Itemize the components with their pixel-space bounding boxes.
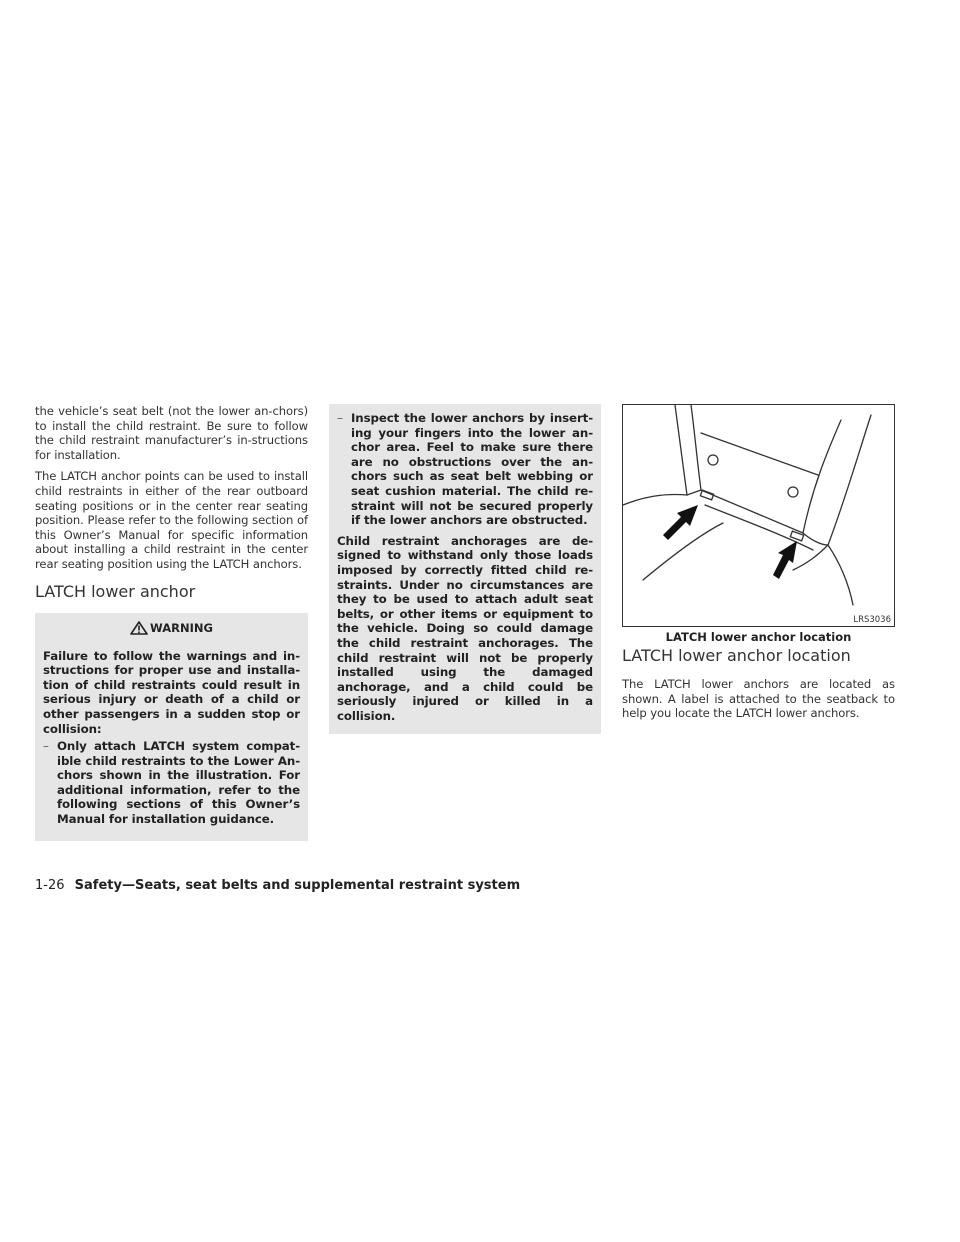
warning-box bbox=[35, 613, 308, 841]
warning-box-continued bbox=[329, 404, 601, 734]
warning-label: WARNING bbox=[150, 620, 213, 635]
bullet-text: Only attach LATCH system compat-ible child restraints to the Lower An-chors shown in the illustration. For additional information, refer to the following sections of this Owner’s Manual for installation guidance. bbox=[57, 739, 300, 827]
column-right bbox=[622, 404, 895, 728]
warning-header bbox=[43, 621, 300, 635]
chapter-title: Safety—Seats, seat belts and supplemental restraint system bbox=[74, 878, 521, 893]
figure-caption: LATCH lower anchor location bbox=[665, 630, 852, 644]
figure-code: LRS3036 bbox=[853, 615, 891, 625]
intro-paragraph: the vehicle’s seat belt (not the lower an-chors) to install the child restraint. Be sure to follow the child restraint manufacturer’s in-structions for installation. bbox=[35, 404, 308, 462]
warning-text: Failure to follow the warnings and in-structions for proper use and installa-tion of child restraints could result in serious injury or death of a child or other passengers in a sudden stop or collision: bbox=[43, 648, 300, 736]
warning-bullet bbox=[337, 411, 593, 528]
column-middle bbox=[329, 404, 601, 734]
section-heading-latch-location: LATCH lower anchor location bbox=[622, 646, 851, 665]
page-footer bbox=[35, 878, 520, 893]
latch-anchor-illustration bbox=[622, 404, 895, 627]
page-number: 1-26 bbox=[35, 878, 65, 893]
seat-anchor-drawing bbox=[623, 405, 894, 626]
location-paragraph: The LATCH lower anchors are located as shown. A label is attached to the seatback to help you locate the LATCH lower anchors. bbox=[622, 677, 895, 721]
bullet-dash: – bbox=[337, 411, 343, 425]
bullet-dash: – bbox=[43, 739, 49, 754]
warning-triangle-icon bbox=[130, 621, 148, 635]
section-heading-latch-lower-anchor: LATCH lower anchor bbox=[35, 581, 196, 601]
bullet-text: Inspect the lower anchors by insert-ing your fingers into the lower an-chor area. Feel to make sure there are no obstructions over the an-chors such as seat belt webbing or seat cushion material. The child re-straint will not be secured properly if the lower anchors are obstructed. bbox=[351, 411, 593, 528]
anchorage-warning-text: Child restraint anchorages are de-signed to withstand only those loads imposed by correctly fitted child re-straints. Under no circumstances are they to be used to attach adult seat belts, or other items or equipment to the vehicle. Doing so could damage the child restraint anchorages. The child restraint will not be properly installed using the damaged anchorage, and a child could be seriously injured or killed in a collision. bbox=[337, 533, 593, 723]
latch-points-paragraph: The LATCH anchor points can be used to install child restraints in either of the rear outboard seating positions or in the center rear seating position. Please refer to the following section of this Owner’s Manual for specific information about installing a child restraint in the center rear seating position using the LATCH anchors. bbox=[35, 469, 308, 571]
warning-bullet bbox=[43, 739, 300, 827]
column-left bbox=[35, 404, 308, 841]
